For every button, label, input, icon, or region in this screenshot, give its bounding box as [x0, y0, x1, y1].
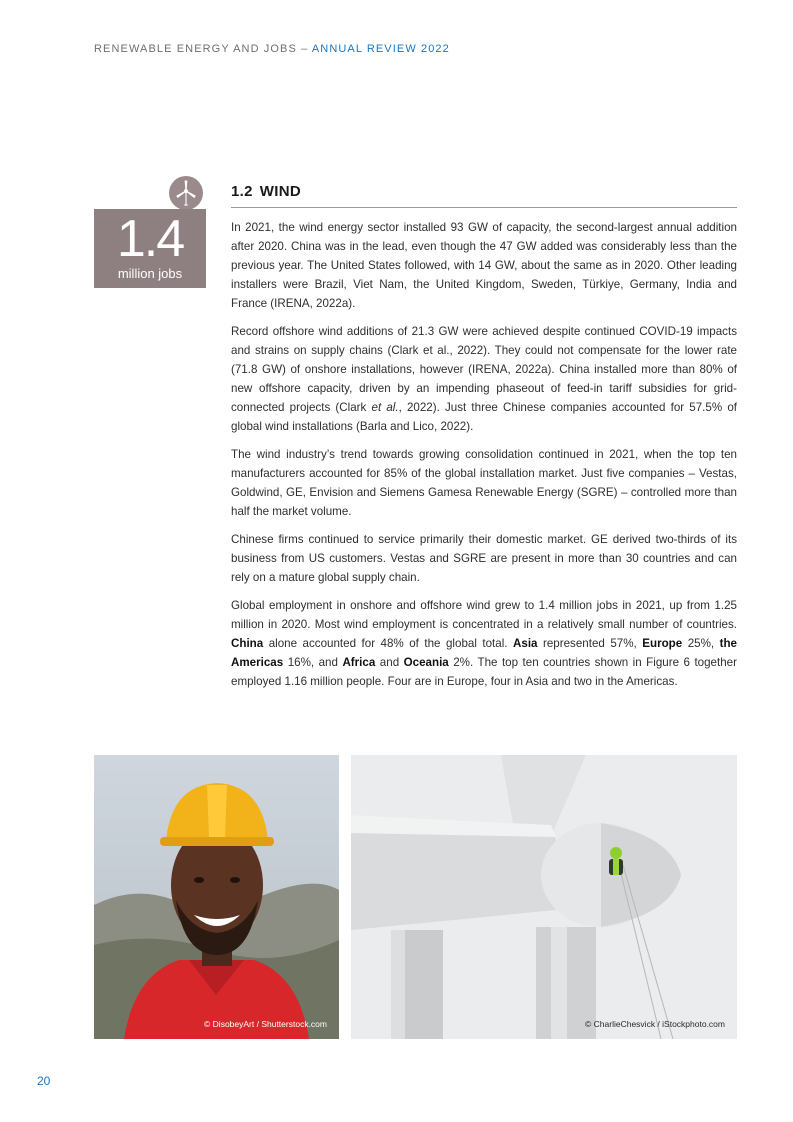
p5-text-1: Global employment in onshore and offshore wind grew to 1.4 million jobs in 2021, up from 1.25 million in 2020. Most wind employment is concentrated in a relatively small number of countries. — [231, 599, 737, 631]
stat-number: 1.4 — [116, 210, 184, 268]
worker-illustration — [94, 755, 339, 1039]
paragraph-2-emphasis: et al. — [371, 401, 399, 414]
header-prefix: RENEWABLE ENERGY AND JOBS – — [94, 43, 312, 55]
section-number: 1.2 — [231, 183, 253, 200]
paragraph-2-part-b: , 2022). Just three Chinese companies accounted for 57.5% of global wind installations (Barla and Lico, 2022). — [231, 401, 737, 433]
p5-text-3: represented 57%, — [537, 637, 643, 650]
turbine-illustration — [351, 755, 737, 1039]
paragraph-5 — [231, 596, 737, 691]
wind-turbine-icon — [169, 176, 203, 210]
p5-bold-asia: Asia — [513, 637, 538, 650]
p5-text-2: alone accounted for 48% of the global total. — [263, 637, 514, 650]
paragraph-1: In 2021, the wind energy sector installed 93 GW of capacity, the second-largest annual addition after 2020. China was in the lead, even though the 47 GW added was considerably less than the previous year. The United States followed, with 14 GW, about the same as in 2020. Other leading installers were Brazil, Viet Nam, the United Kingdom, Sweden, Türkiye, Germany, India and France (IRENA, 2022a). — [231, 221, 737, 310]
page-number: 20 — [37, 1074, 51, 1088]
running-header — [94, 43, 450, 55]
p5-text-7: 2%. The top ten countries shown in Figure 6 together employed 1.16 million people. Four are in Europe, four in Asia and two in the Americas. — [231, 656, 737, 688]
p5-text-4: 25%, — [682, 637, 720, 650]
stat-label: million jobs — [117, 266, 183, 281]
p5-text-6: and — [375, 656, 404, 669]
p5-bold-oceania: Oceania — [403, 656, 449, 669]
heading-divider — [231, 207, 737, 208]
worker-photo — [94, 755, 339, 1039]
section-title: WIND — [259, 183, 301, 200]
left-photo-credit: © DisobeyArt / Shutterstock.com — [204, 1019, 327, 1029]
body-text — [231, 218, 737, 700]
p5-bold-americas: the Americas — [231, 637, 737, 669]
p5-bold-china: China — [231, 637, 264, 650]
right-photo-credit: © CharlieChesvick / iStockphoto.com — [585, 1019, 725, 1029]
p5-bold-europe: Europe — [642, 637, 683, 650]
p5-text-5: 16%, and — [283, 656, 343, 669]
section-heading — [231, 183, 301, 200]
paragraph-4: Chinese firms continued to service primarily their domestic market. GE derived two-thirds of its business from US customers. Vestas and SGRE are present in more than 30 countries and can rely on a mature global supply chain. — [231, 533, 737, 584]
header-accent: ANNUAL REVIEW 2022 — [311, 43, 450, 55]
stat-box — [94, 209, 206, 288]
paragraph-3: The wind industry’s trend towards growing consolidation continued in 2021, when the top ten manufacturers accounted for 85% of the global installation market. Just five companies – Vestas, Goldwind, GE, Envision and Siemens Gamesa Renewable Energy (SGRE) – controlled more than half the market volume. — [231, 448, 737, 518]
turbine-photo — [351, 755, 737, 1039]
paragraph-2-part-a: Record offshore wind additions of 21.3 GW were achieved despite continued COVID-19 impacts and strains on supply chains (Clark et al., 2022). They could not compensate for the lower rate (71.8 GW) of onshore installations, however (IRENA, 2022a). China installed more than 80% of new offshore capacity, driven by an impending phaseout of feed-in tariff subsidies for grid-connected projects (Clark — [231, 325, 737, 414]
p5-bold-africa: Africa — [342, 656, 376, 669]
paragraph-2 — [231, 322, 737, 436]
